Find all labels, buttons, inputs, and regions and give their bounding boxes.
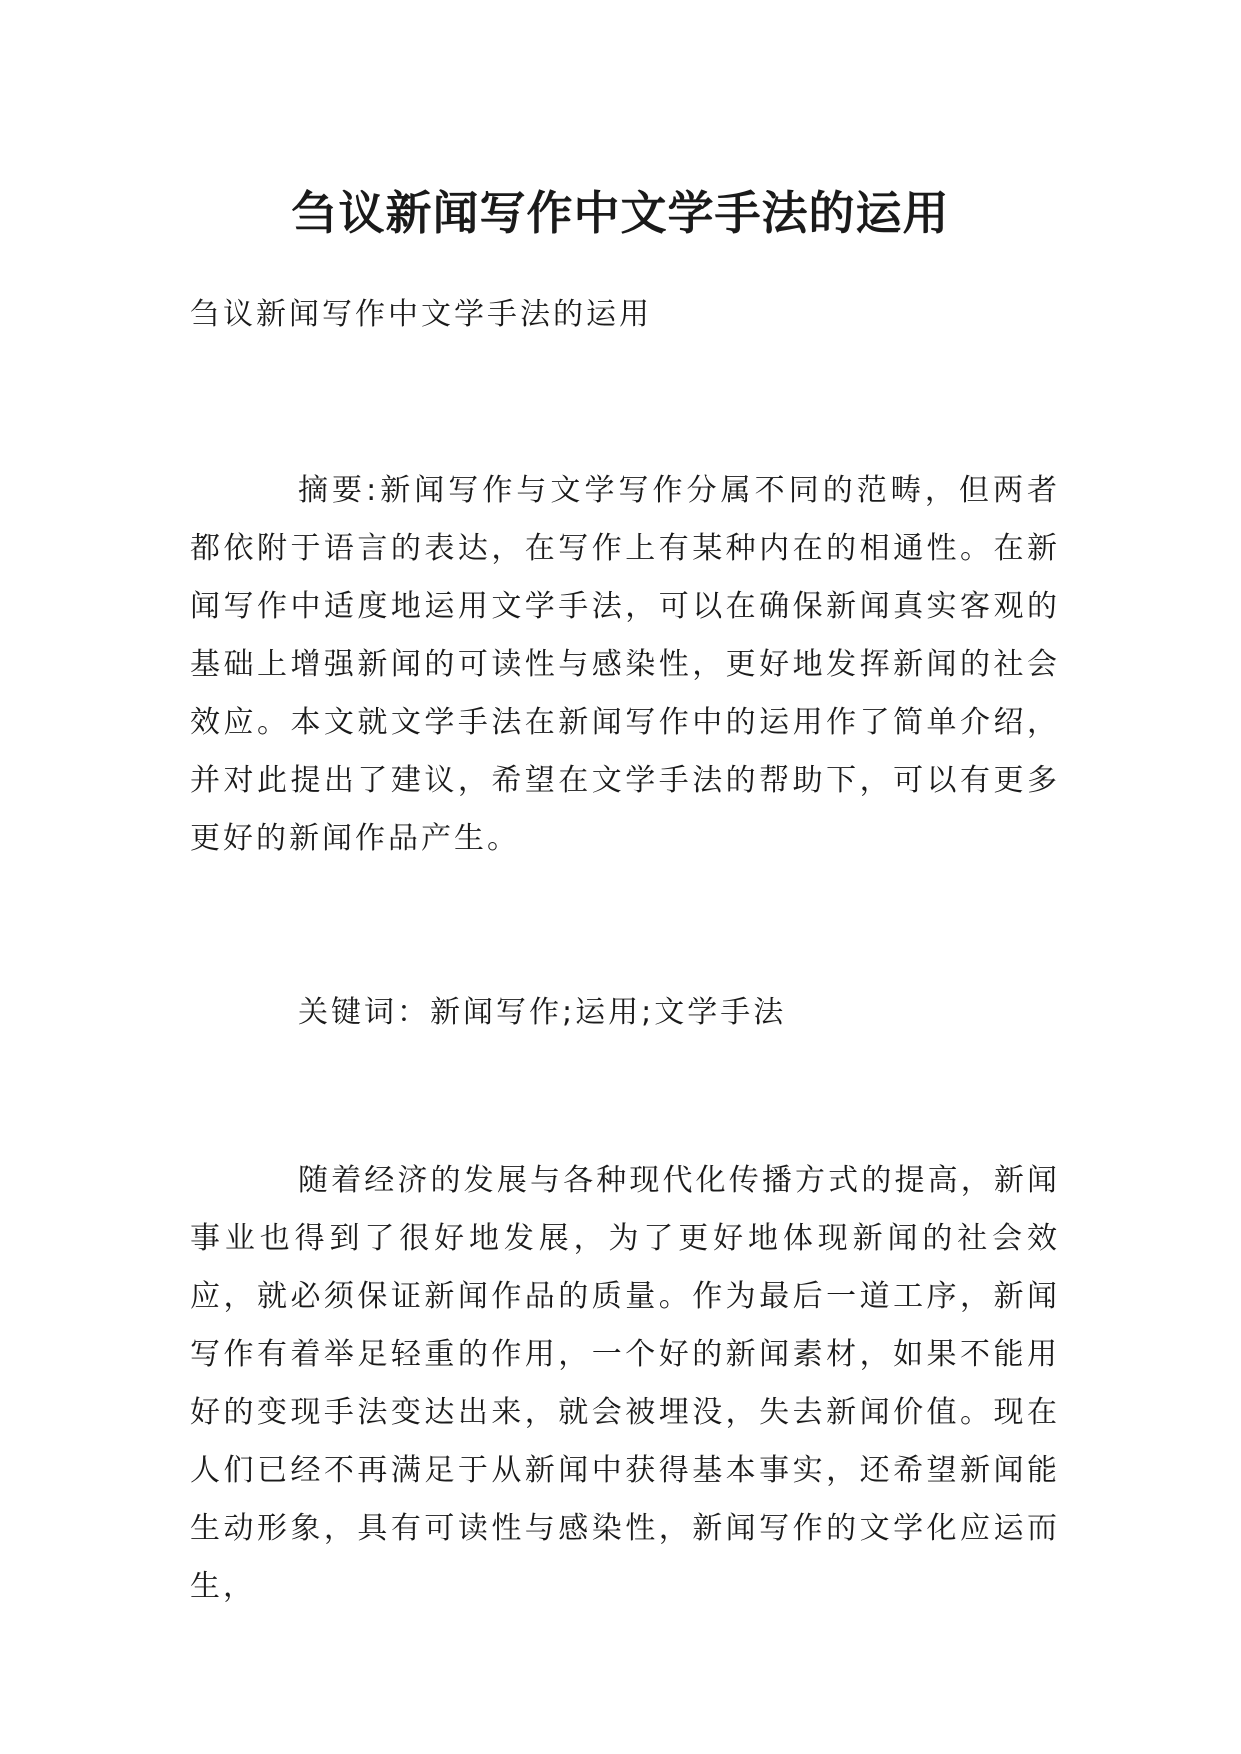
document-subtitle: 刍议新闻写作中文学手法的运用 xyxy=(190,297,652,332)
abstract-paragraph: 摘要:新闻写作与文学写作分属不同的范畴，但两者都依附于语言的表达，在写作上有某种内在的相通性。在新闻写作中适度地运用文学手法，可以在确保新闻真实客观的基础上增强新闻的可读性与感染性，更好地发挥新闻的社会效应。本文就文学手法在新闻写作中的运用作了简单介绍，并对此提出了建议，希望在文学手法的帮助下，可以有更多更好的新闻作品产生。 xyxy=(190,473,1060,856)
keywords-line: 关键词：新闻写作;运用;文学手法 xyxy=(298,995,787,1030)
body-paragraph: 随着经济的发展与各种现代化传播方式的提高，新闻事业也得到了很好地发展，为了更好地体现新闻的社会效应，就必须保证新闻作品的质量。作为最后一道工序，新闻写作有着举足轻重的作用，一个好的新闻素材，如果不能用好的变现手法变达出来，就会被埋没，失去新闻价值。现在人们已经不再满足于从新闻中获得基本事实，还希望新闻能生动形象，具有可读性与感染性，新闻写作的文学化应运而生， xyxy=(190,1163,1060,1604)
document-title: 刍议新闻写作中文学手法的运用 xyxy=(291,185,950,240)
